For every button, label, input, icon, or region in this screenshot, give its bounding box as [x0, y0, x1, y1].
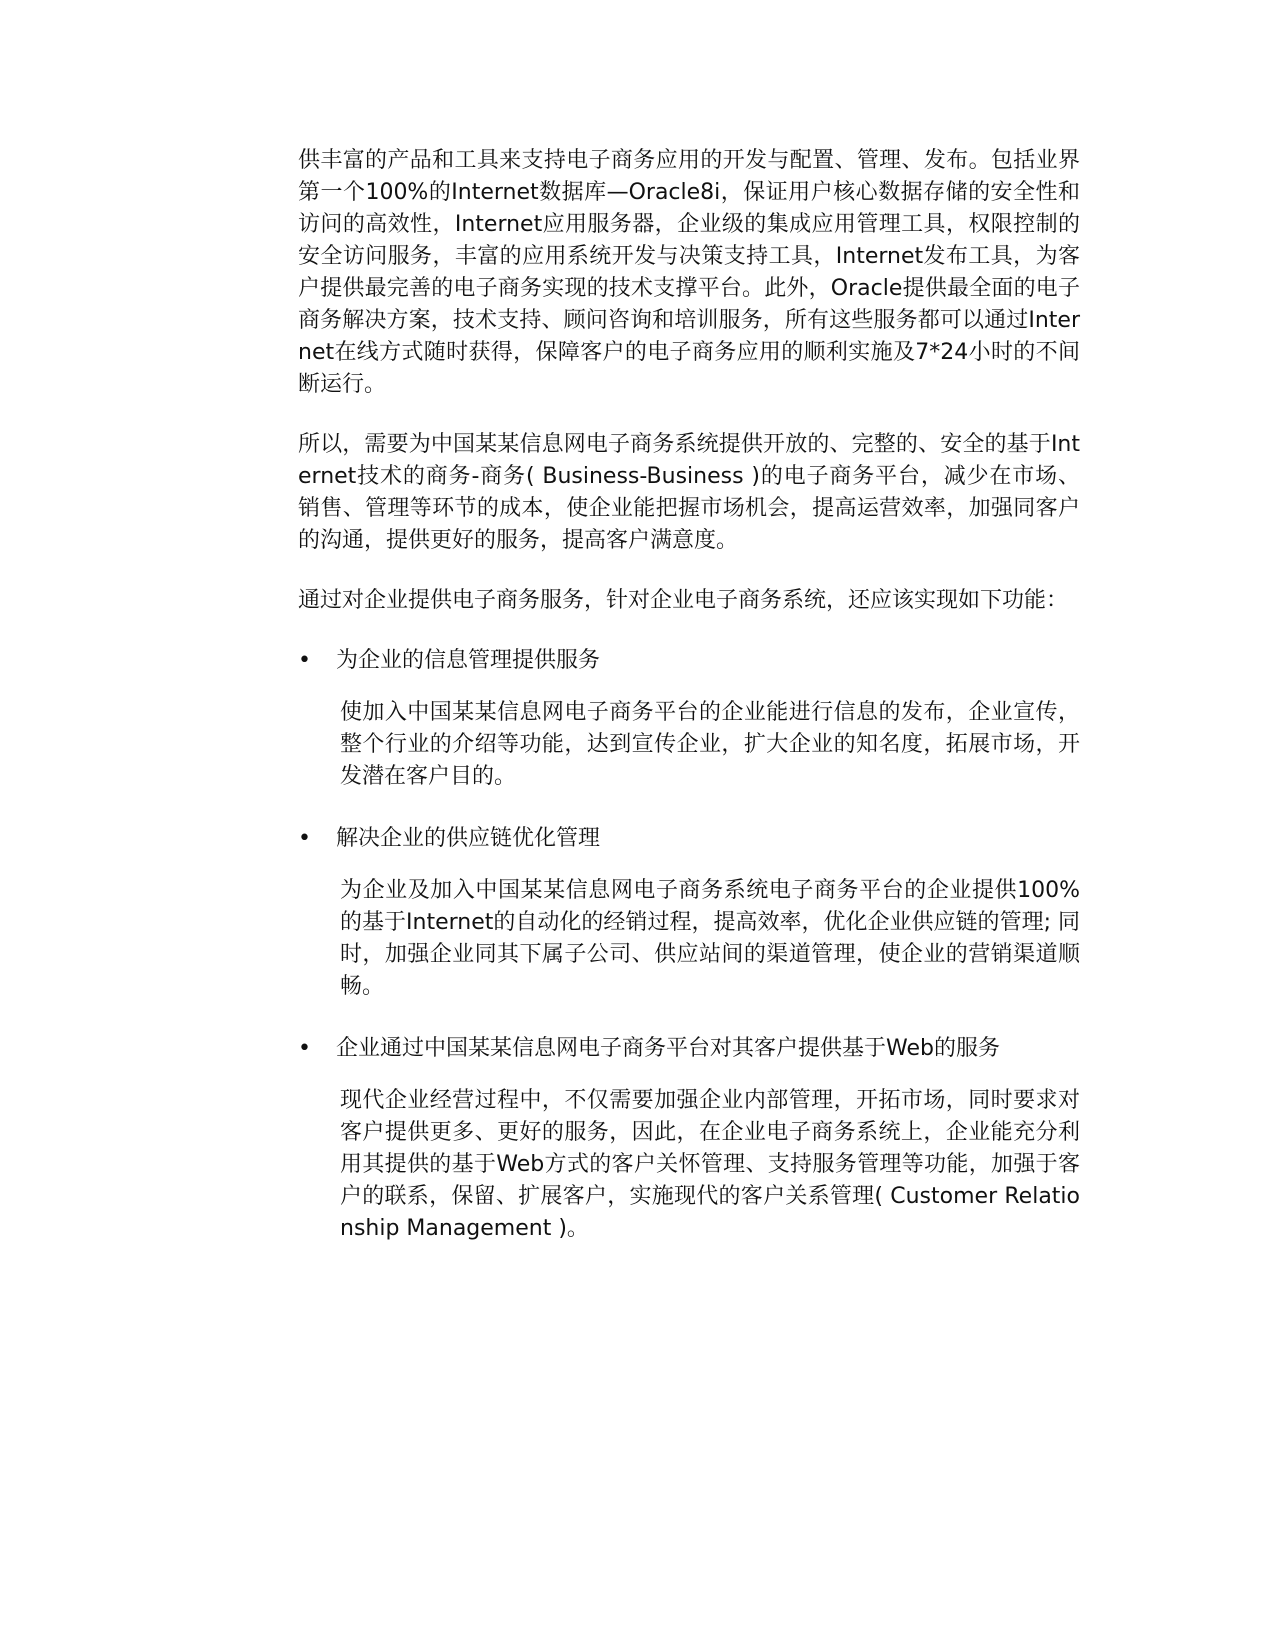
- bullet-dot-icon: •: [298, 1036, 311, 1061]
- bullet-item-supply-chain: [298, 823, 1080, 855]
- bullet-body: 现代企业经营过程中，不仅需要加强企业内部管理，开拓市场，同时要求对客户提供更多、更好的服务，因此，在企业电子商务系统上，企业能充分利用其提供的基于Web方式的客户关怀管理、支持服务管理等功能，加强于客户的联系，保留、扩展客户，实施现代的客户关系管理( Customer Relationship Management )。: [340, 1088, 1080, 1241]
- bullet-dot-icon: •: [298, 826, 311, 851]
- bullet-title: 企业通过中国某某信息网电子商务平台对其客户提供基于Web的服务: [336, 1036, 1000, 1061]
- bullet-body: 使加入中国某某信息网电子商务平台的企业能进行信息的发布，企业宣传，整个行业的介绍等功能，达到宣传企业，扩大企业的知名度，拓展市场，开发潜在客户目的。: [340, 700, 1080, 789]
- paragraph-functions-lead: 通过对企业提供电子商务服务，针对企业电子商务系统，还应该实现如下功能：: [298, 588, 1069, 613]
- bullet-dot-icon: •: [298, 648, 311, 673]
- bullet-title: 为企业的信息管理提供服务: [336, 648, 601, 673]
- bullet-body: 为企业及加入中国某某信息网电子商务系统电子商务平台的企业提供100%的基于Internet的自动化的经销过程，提高效率，优化企业供应链的管理; 同时，加强企业同其下属子公司、供应站间的渠道管理，使企业的营销渠道顺畅。: [340, 878, 1080, 999]
- bullet-title: 解决企业的供应链优化管理: [336, 826, 601, 851]
- paragraph-b2b: 所以，需要为中国某某信息网电子商务系统提供开放的、完整的、安全的基于Internet技术的商务-商务( Business-Business )的电子商务平台，减少在市场、销售、管理等环节的成本，使企业能把握市场机会，提高运营效率，加强同客户的沟通，提供更好的服务，提高客户满意度。: [298, 432, 1080, 553]
- bullet-item-web-service: [298, 1033, 1080, 1065]
- paragraph-intro: 供丰富的产品和工具来支持电子商务应用的开发与配置、管理、发布。包括业界第一个100%的Internet数据库—Oracle8i，保证用户核心数据存储的安全性和访问的高效性，Internet应用服务器，企业级的集成应用管理工具，权限控制的安全访问服务，丰富的应用系统开发与决策支持工具，Internet发布工具，为客户提供最完善的电子商务实现的技术支撑平台。此外，Oracle提供最全面的电子商务解决方案，技术支持、顾问咨询和培训服务，所有这些服务都可以通过Internet在线方式随时获得，保障客户的电子商务应用的顺利实施及7*24小时的不间断运行。: [298, 148, 1080, 397]
- bullet-item-info-management: [298, 645, 1080, 677]
- document-page: [298, 145, 1080, 1275]
